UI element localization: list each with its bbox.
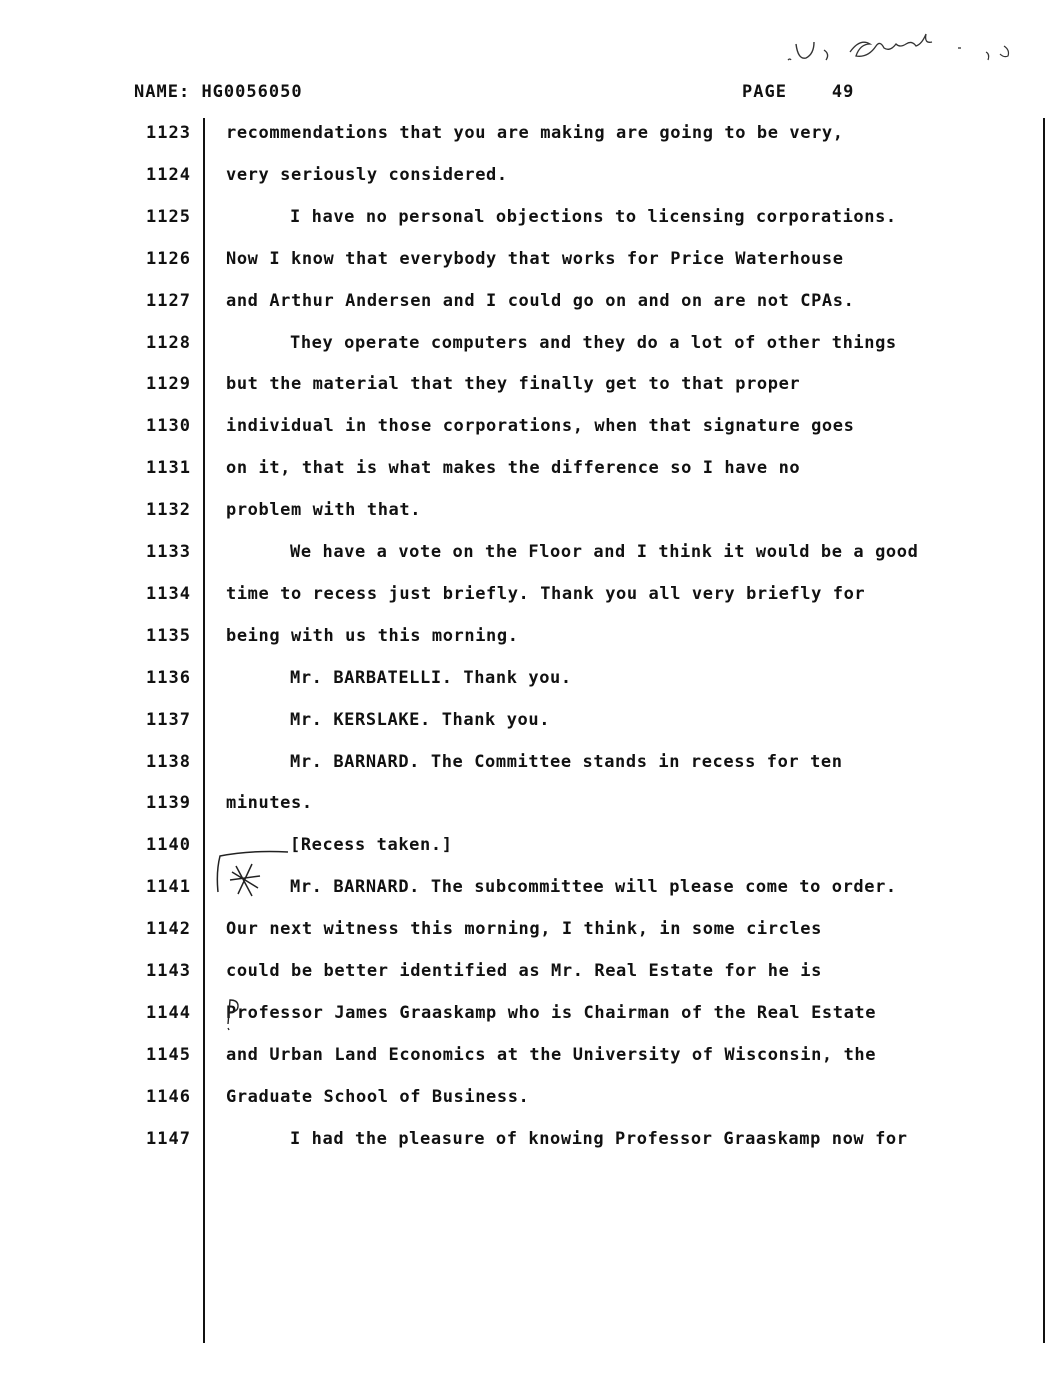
transcript-line: [0, 333, 1064, 361]
header-page: [742, 82, 854, 102]
line-number: 1145: [146, 1044, 191, 1065]
line-number: 1134: [146, 583, 191, 604]
name-label: NAME:: [134, 82, 191, 102]
transcript-line: [0, 542, 1064, 570]
line-number: 1127: [146, 290, 191, 311]
line-text: Mr. BARNARD. The Committee stands in recess for ten: [290, 751, 843, 772]
line-number: 1133: [146, 542, 191, 562]
name-value: HG0056050: [201, 82, 303, 102]
transcript-line: [0, 710, 1064, 738]
line-number: 1138: [146, 751, 191, 772]
transcript-line: [0, 1045, 1064, 1073]
line-text: Graduate School of Business.: [226, 1086, 530, 1107]
line-text: but the material that they finally get to that proper: [226, 374, 801, 395]
line-number: 1144: [146, 1002, 191, 1023]
line-text: Now I know that everybody that works for Price Waterhouse: [226, 248, 844, 269]
transcript-line: [0, 249, 1064, 277]
transcript-line: [0, 207, 1064, 235]
line-text: time to recess just briefly. Thank you all very briefly for: [226, 583, 866, 604]
transcript-line: [0, 919, 1064, 947]
line-text: We have a vote on the Floor and I think it would be a good: [290, 542, 919, 562]
transcript-line: [0, 1003, 1064, 1031]
line-text: could be better identified as Mr. Real Estate for he is: [226, 961, 822, 981]
line-number: 1129: [146, 374, 191, 395]
transcript-line: [0, 374, 1064, 402]
transcript-line: [0, 1129, 1064, 1157]
line-number: 1128: [146, 332, 191, 353]
line-text: Mr. BARNARD. The subcommittee will please come to order.: [290, 877, 897, 898]
line-text: and Arthur Andersen and I could go on and on are not CPAs.: [226, 290, 855, 311]
transcript-line: [0, 877, 1064, 905]
line-number: 1137: [146, 709, 191, 730]
transcript-line: [0, 416, 1064, 444]
line-text: I had the pleasure of knowing Professor Graaskamp now for: [290, 1128, 908, 1149]
transcript-line: [0, 1087, 1064, 1115]
line-number: 1140: [146, 835, 191, 856]
line-text: individual in those corporations, when that signature goes: [226, 416, 855, 437]
handwritten-note: [780, 30, 1030, 70]
line-text: Professor James Graaskamp who is Chairman of the Real Estate: [226, 1002, 877, 1023]
transcript-line: [0, 500, 1064, 528]
line-text: very seriously considered.: [226, 164, 508, 185]
transcript-line: [0, 165, 1064, 193]
line-number: 1147: [146, 1128, 191, 1149]
page-label: PAGE: [742, 82, 787, 102]
transcript-line: [0, 668, 1064, 696]
page-number: 49: [831, 82, 855, 102]
line-text: They operate computers and they do a lot of other things: [290, 332, 897, 353]
line-text: I have no personal objections to licensing corporations.: [290, 206, 897, 227]
line-number: 1126: [146, 248, 191, 269]
line-text: being with us this morning.: [226, 625, 519, 646]
line-number: 1135: [146, 625, 191, 646]
line-number: 1130: [146, 416, 191, 437]
transcript-line: [0, 584, 1064, 612]
line-number: 1146: [146, 1086, 191, 1107]
line-number: 1141: [146, 877, 191, 898]
line-number: 1136: [146, 667, 191, 688]
transcript-line: [0, 291, 1064, 319]
line-text: on it, that is what makes the difference so I have no: [226, 458, 801, 479]
line-number: 1132: [146, 500, 191, 521]
line-number: 1142: [146, 919, 191, 940]
transcript-line: [0, 626, 1064, 654]
line-text: Mr. BARBATELLI. Thank you.: [290, 667, 572, 688]
line-number: 1131: [146, 458, 191, 479]
line-text: Mr. KERSLAKE. Thank you.: [290, 709, 551, 730]
line-number: 1139: [146, 793, 191, 814]
line-number: 1143: [146, 961, 191, 981]
line-text: Our next witness this morning, I think, in some circles: [226, 919, 822, 940]
line-text: recommendations that you are making are going to be very,: [226, 123, 844, 143]
line-text: problem with that.: [226, 500, 422, 521]
transcript-line: [0, 961, 1064, 989]
line-number: 1124: [146, 164, 191, 185]
line-text: [Recess taken.]: [290, 835, 453, 856]
transcript-line: [0, 458, 1064, 486]
transcript-line: [0, 793, 1064, 821]
header-name: [134, 82, 303, 102]
line-number: 1125: [146, 206, 191, 227]
line-text: minutes.: [226, 793, 313, 814]
line-number: 1123: [146, 123, 191, 143]
transcript-line: [0, 752, 1064, 780]
transcript-line: [0, 835, 1064, 863]
line-text: and Urban Land Economics at the University of Wisconsin, the: [226, 1044, 877, 1065]
transcript-line: [0, 123, 1064, 151]
